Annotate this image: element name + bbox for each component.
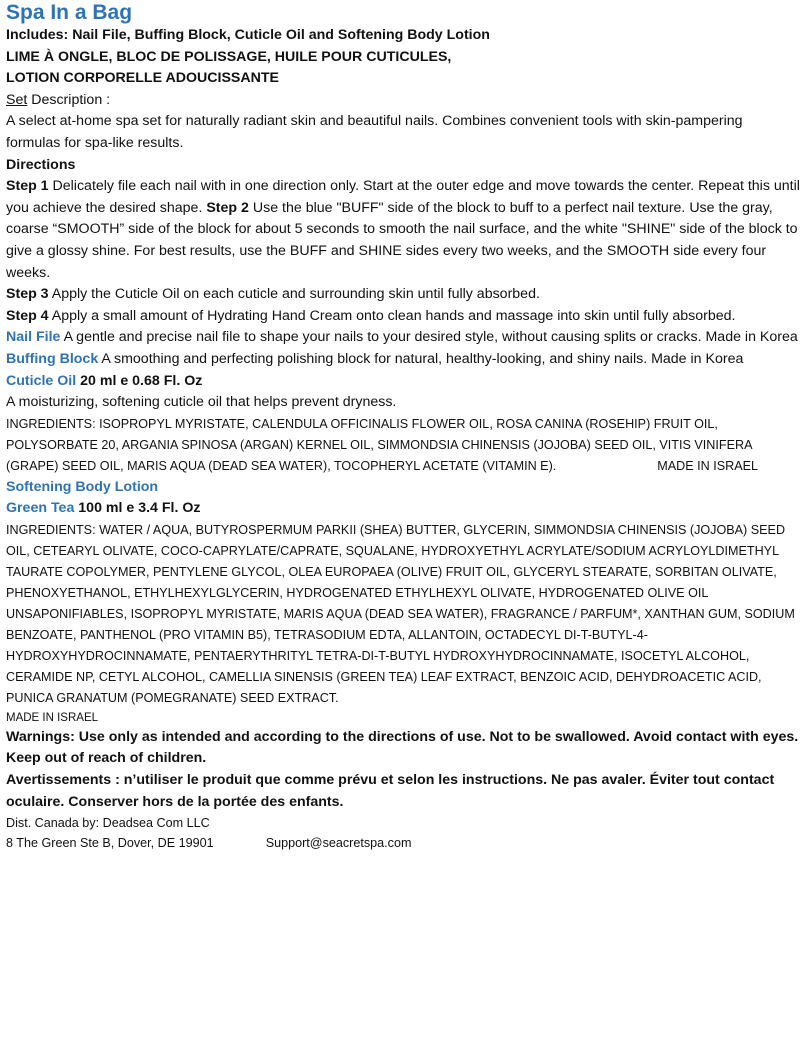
lotion-ingredients: INGREDIENTS: WATER / AQUA, BUTYROSPERMUM PARKII (SHEA) BUTTER, GLYCERIN, SIMMONDSIA CHINENSIS (JOJOBA) SEED OIL, CETEARYL OLIVATE, COCO-CAPRYLATE/CAPRATE, SQUALANE, HYDROXYETHYL ACRYLATE/SODIUM ACRYLOYLDIMETHYL TAURATE COPOLYMER, PENTYLENE GLYCOL, OLEA EUROPAEA (OLIVE) FRUIT OIL, GLYCERYL STEARATE, SORBITAN OLIVATE, PHENOXYETHANOL, ETHYLHEXYLGLYCERIN, HYDROGENATED ETHYLHEXYL OLIVATE, HYDROGENATED OLIVE OIL UNSAPONIFIABLES, ISOPROPYL MYRISTATE, MARIS AQUA (DEAD SEA WATER), FRAGRANCE / PARFUM*, XANTHAN GUM, SODIUM BENZOATE, PANTHENOL (PRO VITAMIN B5), TETRASODIUM EDTA, ALLANTOIN, OCTADECYL DI-T-BUTYL-4-HYDROXYHYDROCINNAMATE, PENTAERYTHRITYL TETRA-DI-T-BUTYL HYDROXYHYDROCINNAMATE, ISOCETYL ALCOHOL, CERAMIDE NP, CETYL ALCOHOL, CAMELLIA SINENSIS (GREEN TEA) LEAF EXTRACT, BENZOIC ACID, DEHYDROACETIC ACID, PUNICA GRANATUM (POMEGRANATE) SEED EXTRACT. [6, 522, 795, 705]
step4-label: Step 4 [6, 307, 49, 324]
cuticle-oil-description: A moisturizing, softening cuticle oil that helps prevent dryness. [6, 394, 397, 411]
cuticle-oil-ingredients [6, 414, 800, 477]
buffing-block-label: Buffing Block [6, 350, 99, 367]
step2-text: Use the blue "BUFF" side of the block to buff to a perfect nail texture. Use the gray, coarse “SMOOTH” side of the block for about 5 seconds to smooth the nail surface, and the white "SHINE" side of the block to give a glossy shine. For best results, use the BUFF and SHINE sides every two weeks, and the SMOOTH side every four weeks. [6, 199, 798, 281]
step4-text: Apply a small amount of Hydrating Hand Cream onto clean hands and massage into skin until fully absorbed. [48, 307, 736, 324]
cuticle-oil-size: 20 ml e 0.68 Fl. Oz [76, 372, 203, 389]
set-description-heading [6, 90, 800, 112]
nail-file-label: Nail File [6, 329, 61, 346]
buffing-block-section [6, 349, 800, 371]
green-tea-label: Green Tea [6, 500, 75, 517]
nail-file-text: A gentle and precise nail file to shape your nails to your desired style, without causing splits or cracks. Made in Korea [60, 329, 798, 346]
buffing-block-text: A smoothing and perfecting polishing block for natural, healthy-looking, and shiny nails. Made in Korea [98, 350, 744, 367]
cuticle-oil-label: Cuticle Oil [6, 372, 77, 389]
directions-heading: Directions [6, 156, 76, 173]
step2-label: Step 2 [206, 199, 249, 216]
step1-label: Step 1 [6, 178, 49, 195]
french-includes-line-2: LOTION CORPORELLE ADOUCISSANTE [6, 70, 279, 87]
step3-text: Apply the Cuticle Oil on each cuticle and surrounding skin until fully absorbed. [48, 286, 540, 303]
avertissements-text: Avertissements : n’utiliser le produit que comme prévu et selon les instructions. Ne pas avaler. Éviter tout contact oculaire. Conserver hors de la portée des enfants. [6, 772, 775, 810]
page-title: Spa In a Bag [6, 1, 133, 24]
cuticle-ingredients-text: INGREDIENTS: ISOPROPYL MYRISTATE, CALENDULA OFFICINALIS FLOWER OIL, ROSA CANINA (ROSEHIP) FRUIT OIL, POLYSORBATE 20, ARGANIA SPINOSA (ARGAN) KERNEL OIL, SIMMONDSIA CHINENSIS (JOJOBA) SEED OIL, VITIS VINIFERA (GRAPE) SEED OIL, MARIS AQUA (DEAD SEA WATER), TOCOPHERYL ACETATE (VITAMIN E). [6, 416, 752, 473]
distributor-line: Dist. Canada by: Deadsea Com LLC [6, 816, 210, 831]
support-email: Support@seacretspa.com [265, 836, 412, 851]
nail-file-section [6, 327, 800, 349]
made-in-israel-tag: MADE IN ISRAEL [657, 458, 758, 473]
step-3 [6, 284, 800, 306]
step1-text: Delicately file each nail with in one direction only. Start at the outer edge and move towards the center. Repeat this until you achieve the desired shape. [6, 178, 800, 216]
cuticle-oil-heading [6, 371, 800, 393]
step-4 [6, 306, 800, 328]
lotion-size: 100 ml e 3.4 Fl. Oz [74, 500, 201, 517]
step3-label: Step 3 [6, 286, 49, 303]
set-description-label: Description : [27, 91, 111, 108]
warnings-text: Warnings: Use only as intended and according to the directions of use. Not to be swallowed. Avoid contact with eyes. Keep out of reach of children. [6, 728, 799, 767]
green-tea-heading [6, 498, 800, 520]
body-lotion-heading: Softening Body Lotion [6, 478, 159, 495]
address-text: 8 The Green Ste B, Dover, DE 19901 [6, 836, 214, 851]
includes-line: Includes: Nail File, Buffing Block, Cuticle Oil and Softening Body Lotion [6, 27, 490, 43]
set-word: Set [6, 91, 28, 108]
address-line [6, 833, 800, 853]
set-description-text: A select at-home spa set for naturally radiant skin and beautiful nails. Combines convenient tools with skin-pampering formulas for spa-like results. [6, 113, 743, 151]
french-includes-line-1: LIME À ONGLE, BLOC DE POLISSAGE, HUILE POUR CUTICULES, [6, 48, 452, 65]
steps-1-2 [6, 176, 800, 284]
made-in-israel-tag: MADE IN ISRAEL [6, 711, 99, 724]
